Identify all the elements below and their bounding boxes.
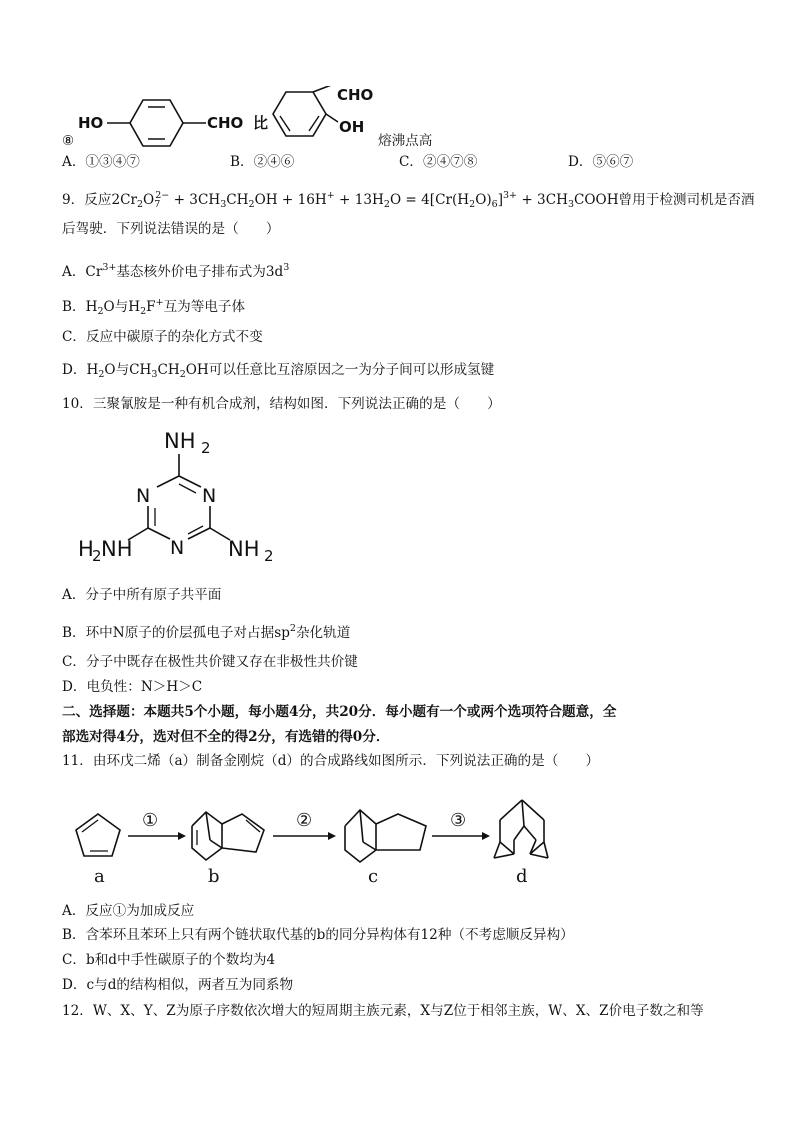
svg-text:NH: NH bbox=[164, 429, 196, 453]
svg-text:N: N bbox=[170, 537, 185, 559]
q9-stem-line2: 后驾驶．下列说法错误的是（ ） bbox=[62, 221, 280, 237]
q12-stem: 12．W、X、Y、Z为原子序数依次增大的短周期主族元素，X与Z位于相邻主族，W、X、Z价电子数之和等 bbox=[62, 1003, 704, 1019]
melamine-structure bbox=[76, 424, 286, 568]
section2-header-line2: 部选对得4分，选对但不全的得2分，有选错的得0分． bbox=[62, 729, 390, 745]
benzene-ring-2 bbox=[273, 92, 326, 136]
section2-header-line1: 二、选择题：本题共5个小题，每小题4分，共20分．每小题有一个或两个选项符合题意，全 bbox=[62, 704, 617, 720]
svg-text:2: 2 bbox=[264, 547, 274, 565]
q10-option-c[interactable]: C．分子中既存在极性共价键又存在非极性共价键 bbox=[62, 654, 358, 670]
q8-cho-label: CHO bbox=[207, 114, 244, 132]
step-3-label: ③ bbox=[450, 810, 467, 831]
q9-option-b[interactable]: B．$H_2O$与$H_2F^+$互为等电子体 bbox=[62, 297, 246, 317]
label-b: b bbox=[208, 866, 220, 887]
q9-option-d[interactable]: D．$H_2O$与$CH_3CH_2OH$可以任意比互溶原因之一为分子间可以形成氢键 bbox=[62, 362, 495, 380]
q8-structure-figure bbox=[60, 86, 420, 148]
compound-a bbox=[76, 814, 120, 856]
q8-compare-word: 比 bbox=[253, 114, 269, 132]
q8-option-c[interactable]: C．②④⑦⑧ bbox=[399, 154, 478, 170]
svg-text:N: N bbox=[136, 485, 151, 507]
svg-text:NH: NH bbox=[228, 537, 260, 561]
q11-stem: 11．由环戊二烯（a）制备金刚烷（d）的合成路线如图所示．下列说法正确的是（ ） bbox=[62, 753, 600, 769]
q8-ho-label: HO bbox=[78, 114, 104, 132]
compound-c bbox=[345, 810, 426, 862]
q8-item-number: ⑧ bbox=[62, 133, 75, 149]
q10-option-b[interactable]: B．环中N原子的价层孤电子对占据$sp^2$杂化轨道 bbox=[62, 623, 351, 641]
svg-text:2: 2 bbox=[92, 547, 102, 565]
step-1-label: ① bbox=[142, 810, 159, 831]
q9-stem: 9．反应$2Cr_2O_7^{2-} + 3CH_3CH_2OH + 16H^+ + 13H_2O = 4[Cr(H_2O)_6]^{3+}$ + $3CH_3COOH$曾用于检测司机是否酒 bbox=[62, 190, 755, 210]
q8-option-d[interactable]: D．⑤⑥⑦ bbox=[568, 154, 634, 170]
label-c: c bbox=[368, 866, 379, 887]
q11-synthesis-route bbox=[70, 790, 570, 890]
q10-option-d[interactable]: D．电负性：N＞H＞C bbox=[62, 679, 203, 695]
compound-b bbox=[192, 812, 264, 860]
svg-text:H: H bbox=[78, 537, 94, 561]
q9-option-a[interactable]: A．$Cr^{3+}$基态核外价电子排布式为$3d^3$ bbox=[62, 262, 290, 280]
q10-option-a[interactable]: A．分子中所有原子共平面 bbox=[62, 587, 222, 603]
step-2-label: ② bbox=[296, 810, 313, 831]
q8-oh-label: OH bbox=[339, 118, 365, 136]
svg-text:2: 2 bbox=[201, 439, 211, 457]
svg-text:NH: NH bbox=[101, 537, 133, 561]
q8-option-a[interactable]: A．①③④⑦ bbox=[62, 154, 140, 170]
q8-option-b[interactable]: B．②④⑥ bbox=[230, 154, 295, 170]
label-d: d bbox=[516, 866, 528, 887]
q10-stem: 10．三聚氰胺是一种有机合成剂，结构如图．下列说法正确的是（ ） bbox=[62, 396, 501, 412]
compound-d bbox=[494, 800, 548, 858]
q11-option-a[interactable]: A．反应①为加成反应 bbox=[62, 903, 195, 919]
q11-option-d[interactable]: D．c与d的结构相似，两者互为同系物 bbox=[62, 977, 294, 993]
svg-text:N: N bbox=[202, 485, 217, 507]
q9-option-c[interactable]: C．反应中碳原子的杂化方式不变 bbox=[62, 329, 263, 345]
q11-option-c[interactable]: C．b和d中手性碳原子的个数均为4 bbox=[62, 952, 276, 968]
q8-note: 熔沸点高 bbox=[378, 133, 433, 149]
q11-option-b[interactable]: B．含苯环且苯环上只有两个链状取代基的b的同分异构体有12种（不考虑顺反异构） bbox=[62, 927, 574, 943]
q8-cho2-label: CHO bbox=[337, 86, 374, 104]
label-a: a bbox=[94, 866, 105, 887]
